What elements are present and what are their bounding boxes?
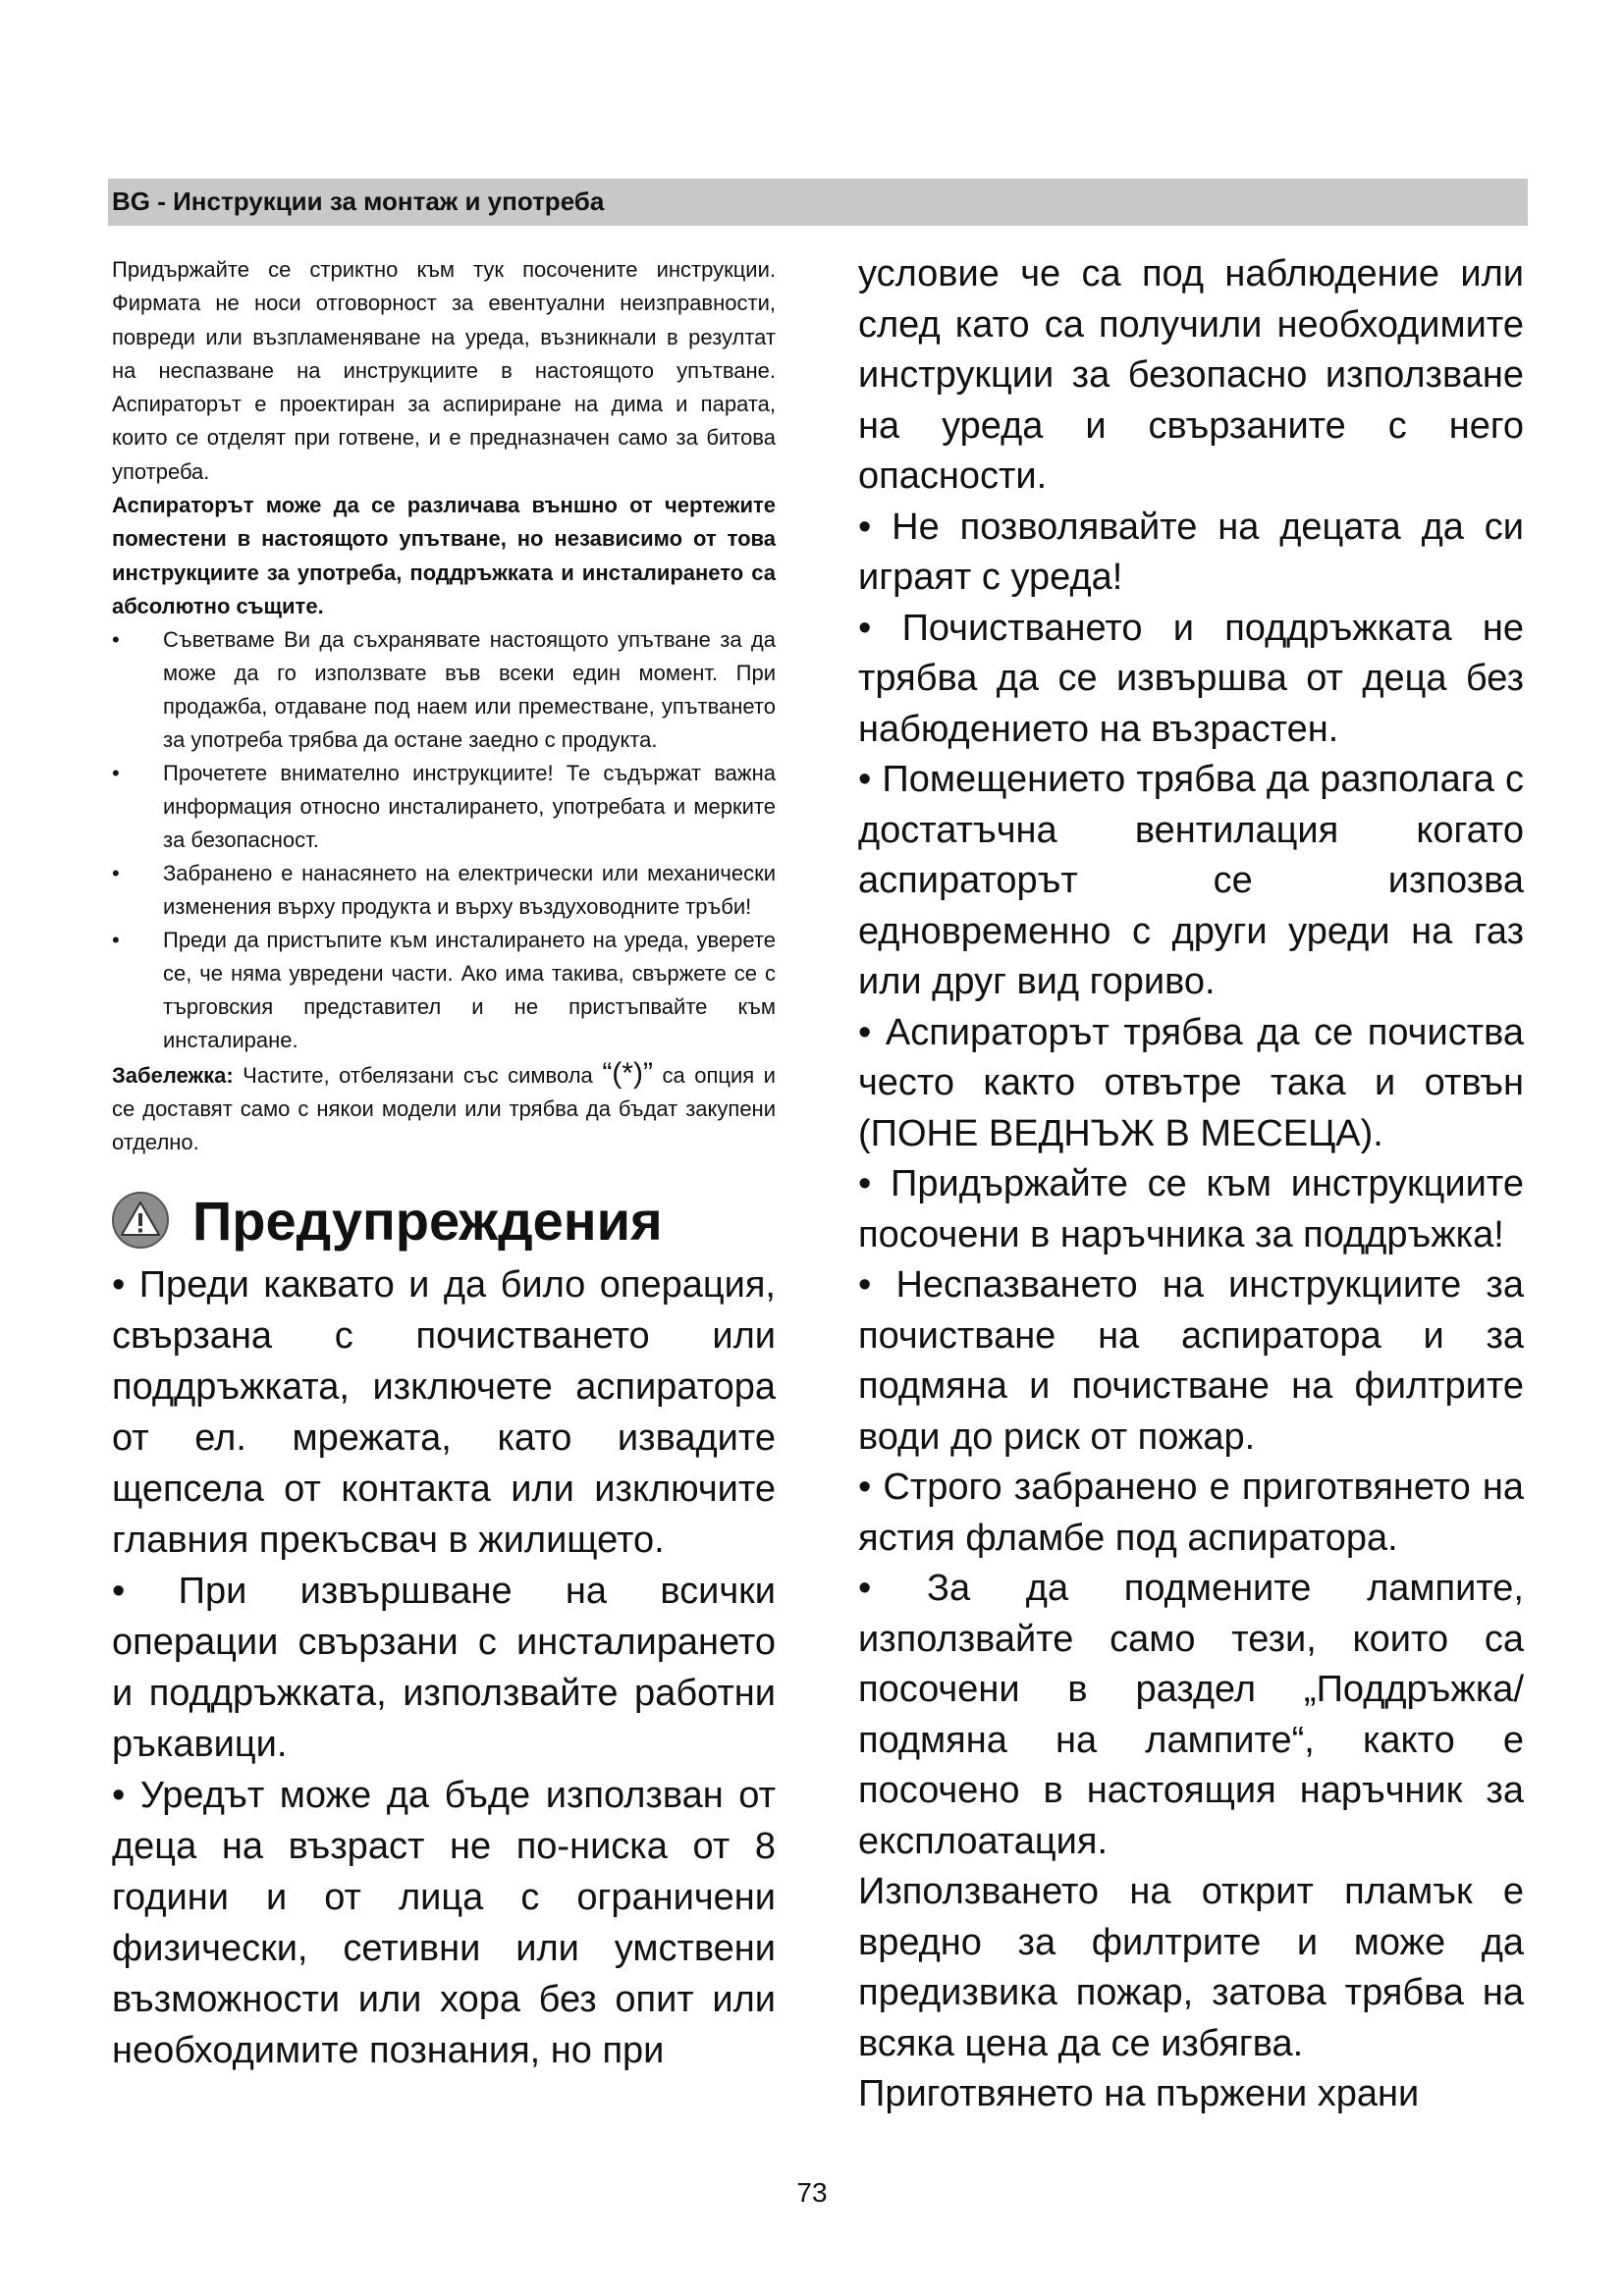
warning-paragraph: • Почистването и поддръжката не трябва да се извършва от деца без набюдението на възрастен. [858, 607, 1524, 750]
warning-paragraph: • Неспазването на инструкциите за почистване на аспиратора и за подмяна и почистване на филтрите води до риск от пожар. [858, 1264, 1524, 1458]
warning-paragraph: • Уредът може да бъде използван от деца на възраст не по-ниска от 8 години и от лица с ограничени физически, сетивни или умствени възможности или хора без опит или необходимите познания, но при [112, 1775, 776, 2072]
intro-paragraph: Придържайте се стриктно към тук посочените инструкции. Фирмата не носи отговорност за евентуални неизправности, повреди или възпламеняване на уреда, възникнали в резултат на неспазване на инструкциите в настоящото упътване. Аспираторът е проектиран за аспириране на дима и парата, които се отделят при готвене, и е предназначен само за битова употреба. [112, 257, 776, 484]
warning-paragraph: • Помещението трябва да разполага с достатъчна вентилация когато аспираторът се изпозва едновременно с други уреди на газ или друг вид гориво. [858, 759, 1524, 1002]
list-item: • Прочетете внимателно инструкциите! Те съдържат важна информация относно инсталирането, употребата и мерките за безопасност. [112, 757, 776, 857]
note-text-before: Частите, отбелязани със символа [243, 1063, 593, 1089]
warning-paragraph: • Строго забранено е приготвянето на ястия фламбе под аспиратора. [858, 1467, 1524, 1559]
left-column [112, 253, 776, 2076]
list-item: • Съветваме Ви да съхранявате настоящото упътване за да може да го използвате във всеки един момент. При продажба, отдаване под наем или преместване, упътването за употреба трябва да остане заедно с продукта. [112, 623, 776, 757]
header-title: BG - Инструкции за монтаж и употреба [112, 187, 605, 216]
note-label: Забележка: [112, 1063, 234, 1089]
right-column [858, 249, 1524, 2120]
list-item: • Забранено е нанасянето на електрически или механически изменения върху продукта и върху въздуховодните тръби! [112, 857, 776, 924]
note-symbol: “(*)” [602, 1057, 653, 1091]
list-item: • Преди да пристъпите към инсталирането на уреда, уверете се, че няма увредени части. Ако има такива, свържете се с търговския представител и не пристъпвайте към инсталиране. [112, 924, 776, 1057]
page-number: 73 [796, 2177, 828, 2208]
warning-paragraph: Използването на открит пламък е вредно за филтрите и може да предизвика пожар, затова трябва на всяка цена да се избягва. [858, 1871, 1524, 2064]
warning-paragraph: • Преди каквато и да било операция, свързана с почистването или поддръжката, изключете аспиратора от ел. мрежата, като извадите щепсела от контакта или изключите главния прекъсвач в жилището. [112, 1264, 776, 1562]
warning-paragraph: • Не позволявайте на децата да си играят с уреда! [858, 506, 1524, 598]
warning-paragraph: • При извършване на всички операции свързани с инсталирането и поддръжката, използвайте работни ръкавици. [112, 1571, 776, 1766]
intro-bold-paragraph: Аспираторът може да се различава външно от чертежите поместени в настоящото упътване, но независимо от това инструкциите за употреба, поддръжката и инсталирането са абсолютно същите. [112, 493, 776, 618]
warning-paragraph: • За да подмените лампите, използвайте само тези, които са посочени в раздел „Поддръжка/подмяна на лампите“, както е посочено в настоящия наръчник за експлоатация. [858, 1568, 1524, 1862]
warning-paragraph: • Придържайте се към инструкциите посочени в наръчника за поддръжка! [858, 1163, 1524, 1255]
intro-bullet-list [112, 623, 776, 1057]
section-header [108, 179, 1528, 226]
warning-paragraph: • Аспираторът трябва да се почиства често както отвътре така и отвън (ПОНЕ ВЕДНЪЖ В МЕСЕЦА). [858, 1011, 1524, 1154]
warnings-heading [112, 1181, 776, 1259]
warnings-title: Предупреждения [192, 1189, 663, 1252]
warning-paragraph: условие че са под наблюдение или след като са получили необходимите инструкции за безопасно използване на уреда и свързаните с него опасности. [858, 253, 1524, 497]
warning-triangle-icon [112, 1192, 169, 1249]
warning-paragraph: Приготвянето на пържени храни [858, 2073, 1420, 2114]
note-text-after: са опция и се доставят само с някои модели или трябва да бъдат закупени отделно. [112, 1063, 776, 1155]
note [112, 1057, 776, 1159]
